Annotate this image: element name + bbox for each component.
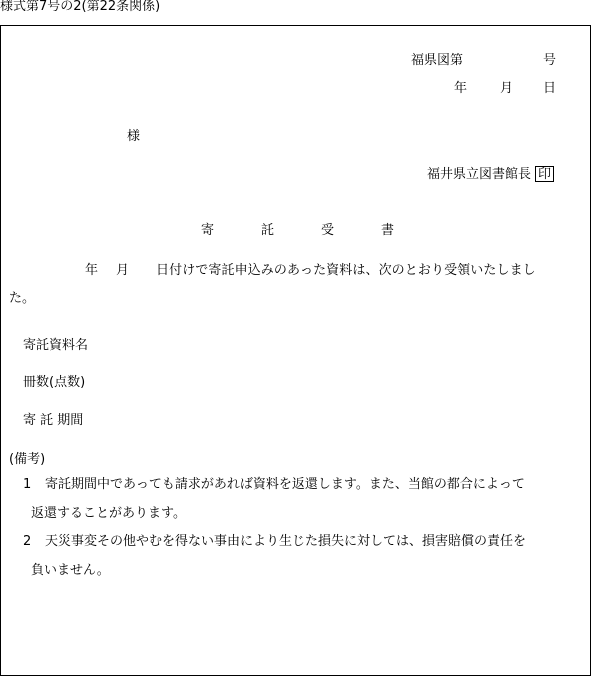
- field-count-label: 冊数(点数): [23, 375, 86, 390]
- seal-mark: 印: [535, 166, 554, 182]
- note-1-line1: 寄託期間中であっても請求があれば資料を返還します。また、当館の都合によって: [45, 477, 525, 492]
- body-line1: 日付けで寄託申込みのあった資料は、次のとおり受領いたしまし: [156, 263, 536, 278]
- note-2-number: 2: [23, 534, 32, 549]
- recipient-honorific: 様: [127, 129, 141, 144]
- date-year: 年: [454, 81, 468, 96]
- title-char-1: 寄: [201, 223, 215, 238]
- note-1-number: 1: [23, 477, 32, 492]
- body-month: 月: [116, 263, 130, 278]
- body-year: 年: [85, 263, 99, 278]
- note-1-line2: 返還することがあります。: [31, 506, 186, 521]
- date-month: 月: [500, 81, 514, 96]
- issuer-name: 福井県立図書館長: [427, 167, 532, 182]
- document-number-suffix: 号: [543, 53, 557, 68]
- notes-heading: (備考): [9, 452, 46, 467]
- note-2-line1: 天災事変その他やむを得ない事由により生じた損失に対しては、損害賠償の責任を: [45, 534, 527, 549]
- document-number-prefix: 福県図第: [411, 53, 464, 68]
- date-day: 日: [543, 81, 557, 96]
- title-char-3: 受: [321, 223, 335, 238]
- title-char-2: 託: [261, 223, 275, 238]
- issuer-line: [427, 166, 554, 182]
- note-2-line2: 負いません。: [31, 563, 110, 578]
- form-frame: [0, 25, 591, 676]
- title-char-4: 書: [381, 223, 395, 238]
- form-label: 様式第7号の2(第22条関係): [0, 0, 161, 14]
- body-line2: た。: [9, 291, 36, 306]
- field-period-label: 寄 託 期間: [23, 413, 84, 428]
- field-materials-label: 寄託資料名: [23, 338, 89, 353]
